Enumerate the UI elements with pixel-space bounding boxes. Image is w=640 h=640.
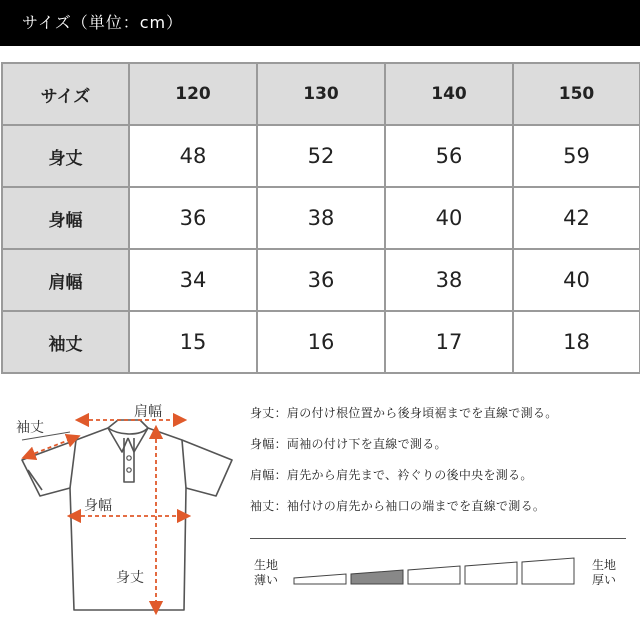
table-row (2, 125, 640, 187)
table-cell: 15 (129, 311, 257, 373)
thick-label: 生地 厚い (591, 558, 616, 587)
measurement-notes (250, 404, 630, 528)
note-length: 身丈：肩の付け根位置から後身頃裾までを直線で測る。 (250, 406, 558, 420)
table-cell: 16 (257, 311, 385, 373)
header-title: サイズ（単位：cm） (22, 13, 184, 32)
note-shoulder: 肩幅：肩先から肩先まで、衿ぐりの後中央を測る。 (250, 468, 533, 482)
table-row (2, 249, 640, 311)
column-header: 150 (513, 63, 640, 125)
thickness-segment (522, 558, 574, 584)
row-label: 身幅 (2, 187, 129, 249)
shoulder-label: 肩幅 (134, 404, 162, 420)
table-header-row (2, 63, 640, 125)
thickness-bar (292, 552, 592, 598)
polo-shirt-diagram (0, 392, 240, 640)
thickness-segment (351, 570, 403, 584)
column-header: 140 (385, 63, 513, 125)
table-cell: 36 (129, 187, 257, 249)
table-cell: 42 (513, 187, 640, 249)
fabric-thickness-scale (246, 552, 636, 598)
size-table (1, 62, 640, 374)
row-label: 肩幅 (2, 249, 129, 311)
row-label: 身丈 (2, 125, 129, 187)
table-corner: サイズ (2, 63, 129, 125)
column-header: 120 (129, 63, 257, 125)
table-cell: 59 (513, 125, 640, 187)
table-cell: 40 (385, 187, 513, 249)
table-cell: 34 (129, 249, 257, 311)
table-row (2, 311, 640, 373)
thickness-segment (294, 574, 346, 584)
table-cell: 48 (129, 125, 257, 187)
row-label: 袖丈 (2, 311, 129, 373)
table-cell: 56 (385, 125, 513, 187)
thickness-segment (408, 566, 460, 584)
table-cell: 38 (385, 249, 513, 311)
table-cell: 52 (257, 125, 385, 187)
table-cell: 36 (257, 249, 385, 311)
thin-label: 生地 薄い (253, 558, 278, 587)
table-cell: 18 (513, 311, 640, 373)
table-row (2, 187, 640, 249)
note-sleeve: 袖丈：袖付けの肩先から袖口の端までを直線で測る。 (250, 499, 546, 513)
divider (250, 538, 626, 539)
sleeve-label: 袖丈 (16, 420, 44, 436)
thickness-segment (465, 562, 517, 584)
table-cell: 17 (385, 311, 513, 373)
length-label: 身丈 (116, 570, 144, 586)
table-cell: 40 (513, 249, 640, 311)
header-bar (0, 0, 640, 46)
table-cell: 38 (257, 187, 385, 249)
column-header: 130 (257, 63, 385, 125)
note-width: 身幅：両袖の付け下を直線で測る。 (250, 437, 447, 451)
width-label: 身幅 (84, 498, 112, 514)
